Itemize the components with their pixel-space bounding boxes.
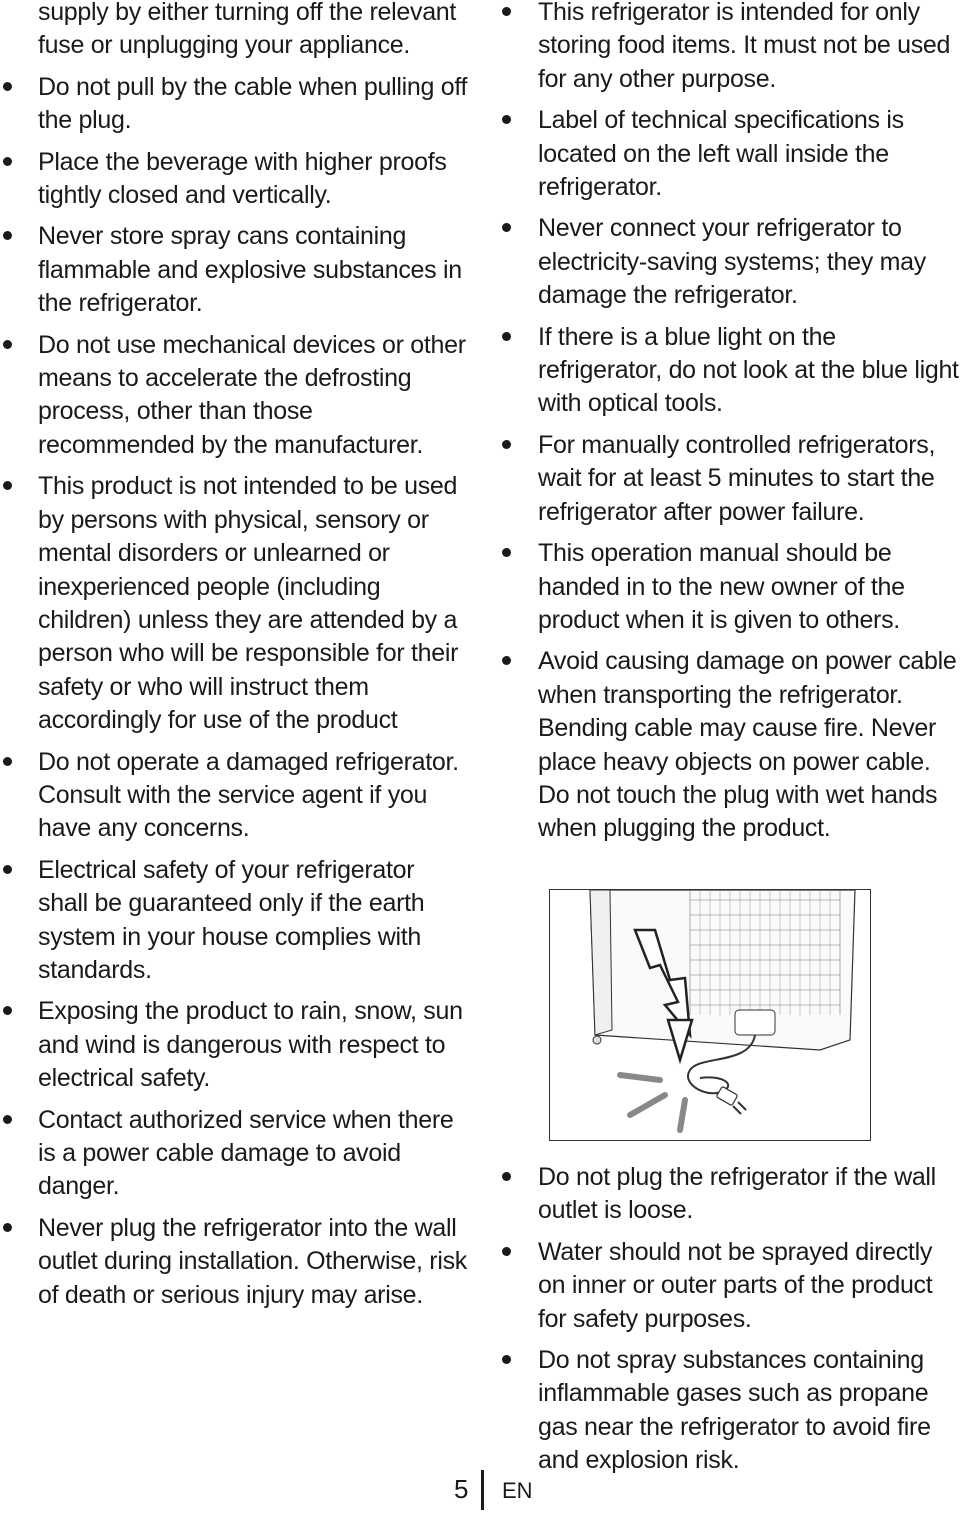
bullet-icon <box>502 1247 511 1256</box>
list-item <box>0 329 470 463</box>
list-item-text: Exposing the product to rain, snow, sun and wind is dangerous with respect to electrical safety. <box>38 997 463 1093</box>
bullet-icon <box>3 1006 12 1015</box>
list-item <box>0 220 470 320</box>
list-item <box>497 645 960 845</box>
bullet-icon <box>502 656 511 665</box>
bullet-icon <box>3 1115 12 1124</box>
list-item <box>497 321 960 421</box>
list-item <box>0 746 470 846</box>
bullet-icon <box>502 1355 511 1364</box>
bullet-icon <box>502 7 511 16</box>
refrigerator-cable-warning-figure <box>549 889 871 1141</box>
list-item-text: If there is a blue light on the refrigerator, do not look at the blue light with optical tools. <box>538 322 959 418</box>
list-item-text: Do not spray substances containing inflammable gases such as propane gas near the refrigerator to avoid fire and explosion risk. <box>538 1346 931 1475</box>
page-number: 5 <box>454 1474 469 1504</box>
list-item <box>497 0 960 96</box>
list-item <box>497 429 960 529</box>
list-item-text: Avoid causing damage on power cable when transporting the refrigerator. Bending cable may cause fire. Never place heavy objects on power cable. Do not touch the plug with wet hands when plugging the product. <box>538 647 957 843</box>
list-item <box>497 1161 960 1228</box>
left-column <box>0 0 470 1312</box>
bullet-icon <box>3 1223 12 1232</box>
bullet-icon <box>502 115 511 124</box>
list-item <box>0 1104 470 1204</box>
list-item <box>0 470 470 737</box>
list-item <box>497 212 960 312</box>
bullet-icon <box>502 332 511 341</box>
list-item-text: Do not use mechanical devices or other means to accelerate the defrosting process, other than those recommended by the manufacturer. <box>38 330 466 459</box>
list-item-text: Place the beverage with higher proofs tightly closed and vertically. <box>38 147 447 210</box>
list-item-text: Do not plug the refrigerator if the wall outlet is loose. <box>538 1163 936 1225</box>
list-item-text: Electrical safety of your refrigerator shall be guaranteed only if the earth system in your house complies with standards. <box>38 855 425 984</box>
list-item <box>497 1236 960 1336</box>
page-footer <box>440 1470 580 1514</box>
list-item <box>0 854 470 988</box>
footer-divider <box>481 1470 484 1510</box>
bullet-icon <box>502 548 511 557</box>
list-item-text: Never store spray cans containing flammable and explosive substances in the refrigerator. <box>38 222 462 318</box>
bullet-icon <box>3 231 12 240</box>
list-item-text: Do not operate a damaged refrigerator. Consult with the service agent if you have any concerns. <box>38 747 459 843</box>
right-column-lower <box>497 1161 960 1478</box>
power-plug-icon <box>716 1086 746 1114</box>
bullet-icon <box>3 82 12 91</box>
list-item-text: Do not pull by the cable when pulling off the plug. <box>38 72 468 135</box>
list-item-text: Contact authorized service when there is a power cable damage to avoid danger. <box>38 1105 454 1201</box>
refrigerator-back-illustration <box>550 890 870 1140</box>
list-item <box>0 71 470 138</box>
bullet-icon <box>3 340 12 349</box>
list-item-text: Water should not be sprayed directly on inner or outer parts of the product for safety purposes. <box>538 1237 933 1333</box>
bullet-icon <box>502 440 511 449</box>
language-label: EN <box>502 1478 533 1503</box>
list-item <box>497 537 960 637</box>
bullet-icon <box>3 481 12 490</box>
list-item-text: For manually controlled refrigerators, wait for at least 5 minutes to start the refrigerator after power failure. <box>538 430 936 526</box>
bullet-icon <box>3 757 12 766</box>
list-item-text: Never plug the refrigerator into the wall outlet during installation. Otherwise, risk of death or serious injury may arise. <box>38 1213 467 1309</box>
bullet-icon <box>3 865 12 874</box>
bullet-icon <box>502 223 511 232</box>
bullet-icon <box>502 1172 511 1181</box>
list-item <box>497 1344 960 1478</box>
list-item <box>0 995 470 1095</box>
bullet-icon <box>3 157 12 166</box>
list-item <box>0 146 470 213</box>
list-item-text: Label of technical specifications is located on the left wall inside the refrigerator. <box>538 106 904 202</box>
list-item <box>497 104 960 204</box>
list-item-text: This operation manual should be handed in to the new owner of the product when it is given to others. <box>538 539 905 634</box>
list-item-text: This refrigerator is intended for only storing food items. It must not be used for any other purpose. <box>538 0 951 93</box>
list-item-text: This product is not intended to be used by persons with physical, sensory or mental disorders or unlearned or inexperienced people (including children) unless they are attended by a person who will be responsible for their safety or who will instruct them accordingly for use of the product <box>38 472 459 735</box>
list-item <box>0 1212 470 1312</box>
list-item-text: Never connect your refrigerator to electricity-saving systems; they may damage the refrigerator. <box>538 214 926 310</box>
continuation-text: supply by either turning off the relevant fuse or unplugging your appliance. <box>38 0 457 60</box>
right-column <box>497 0 960 846</box>
